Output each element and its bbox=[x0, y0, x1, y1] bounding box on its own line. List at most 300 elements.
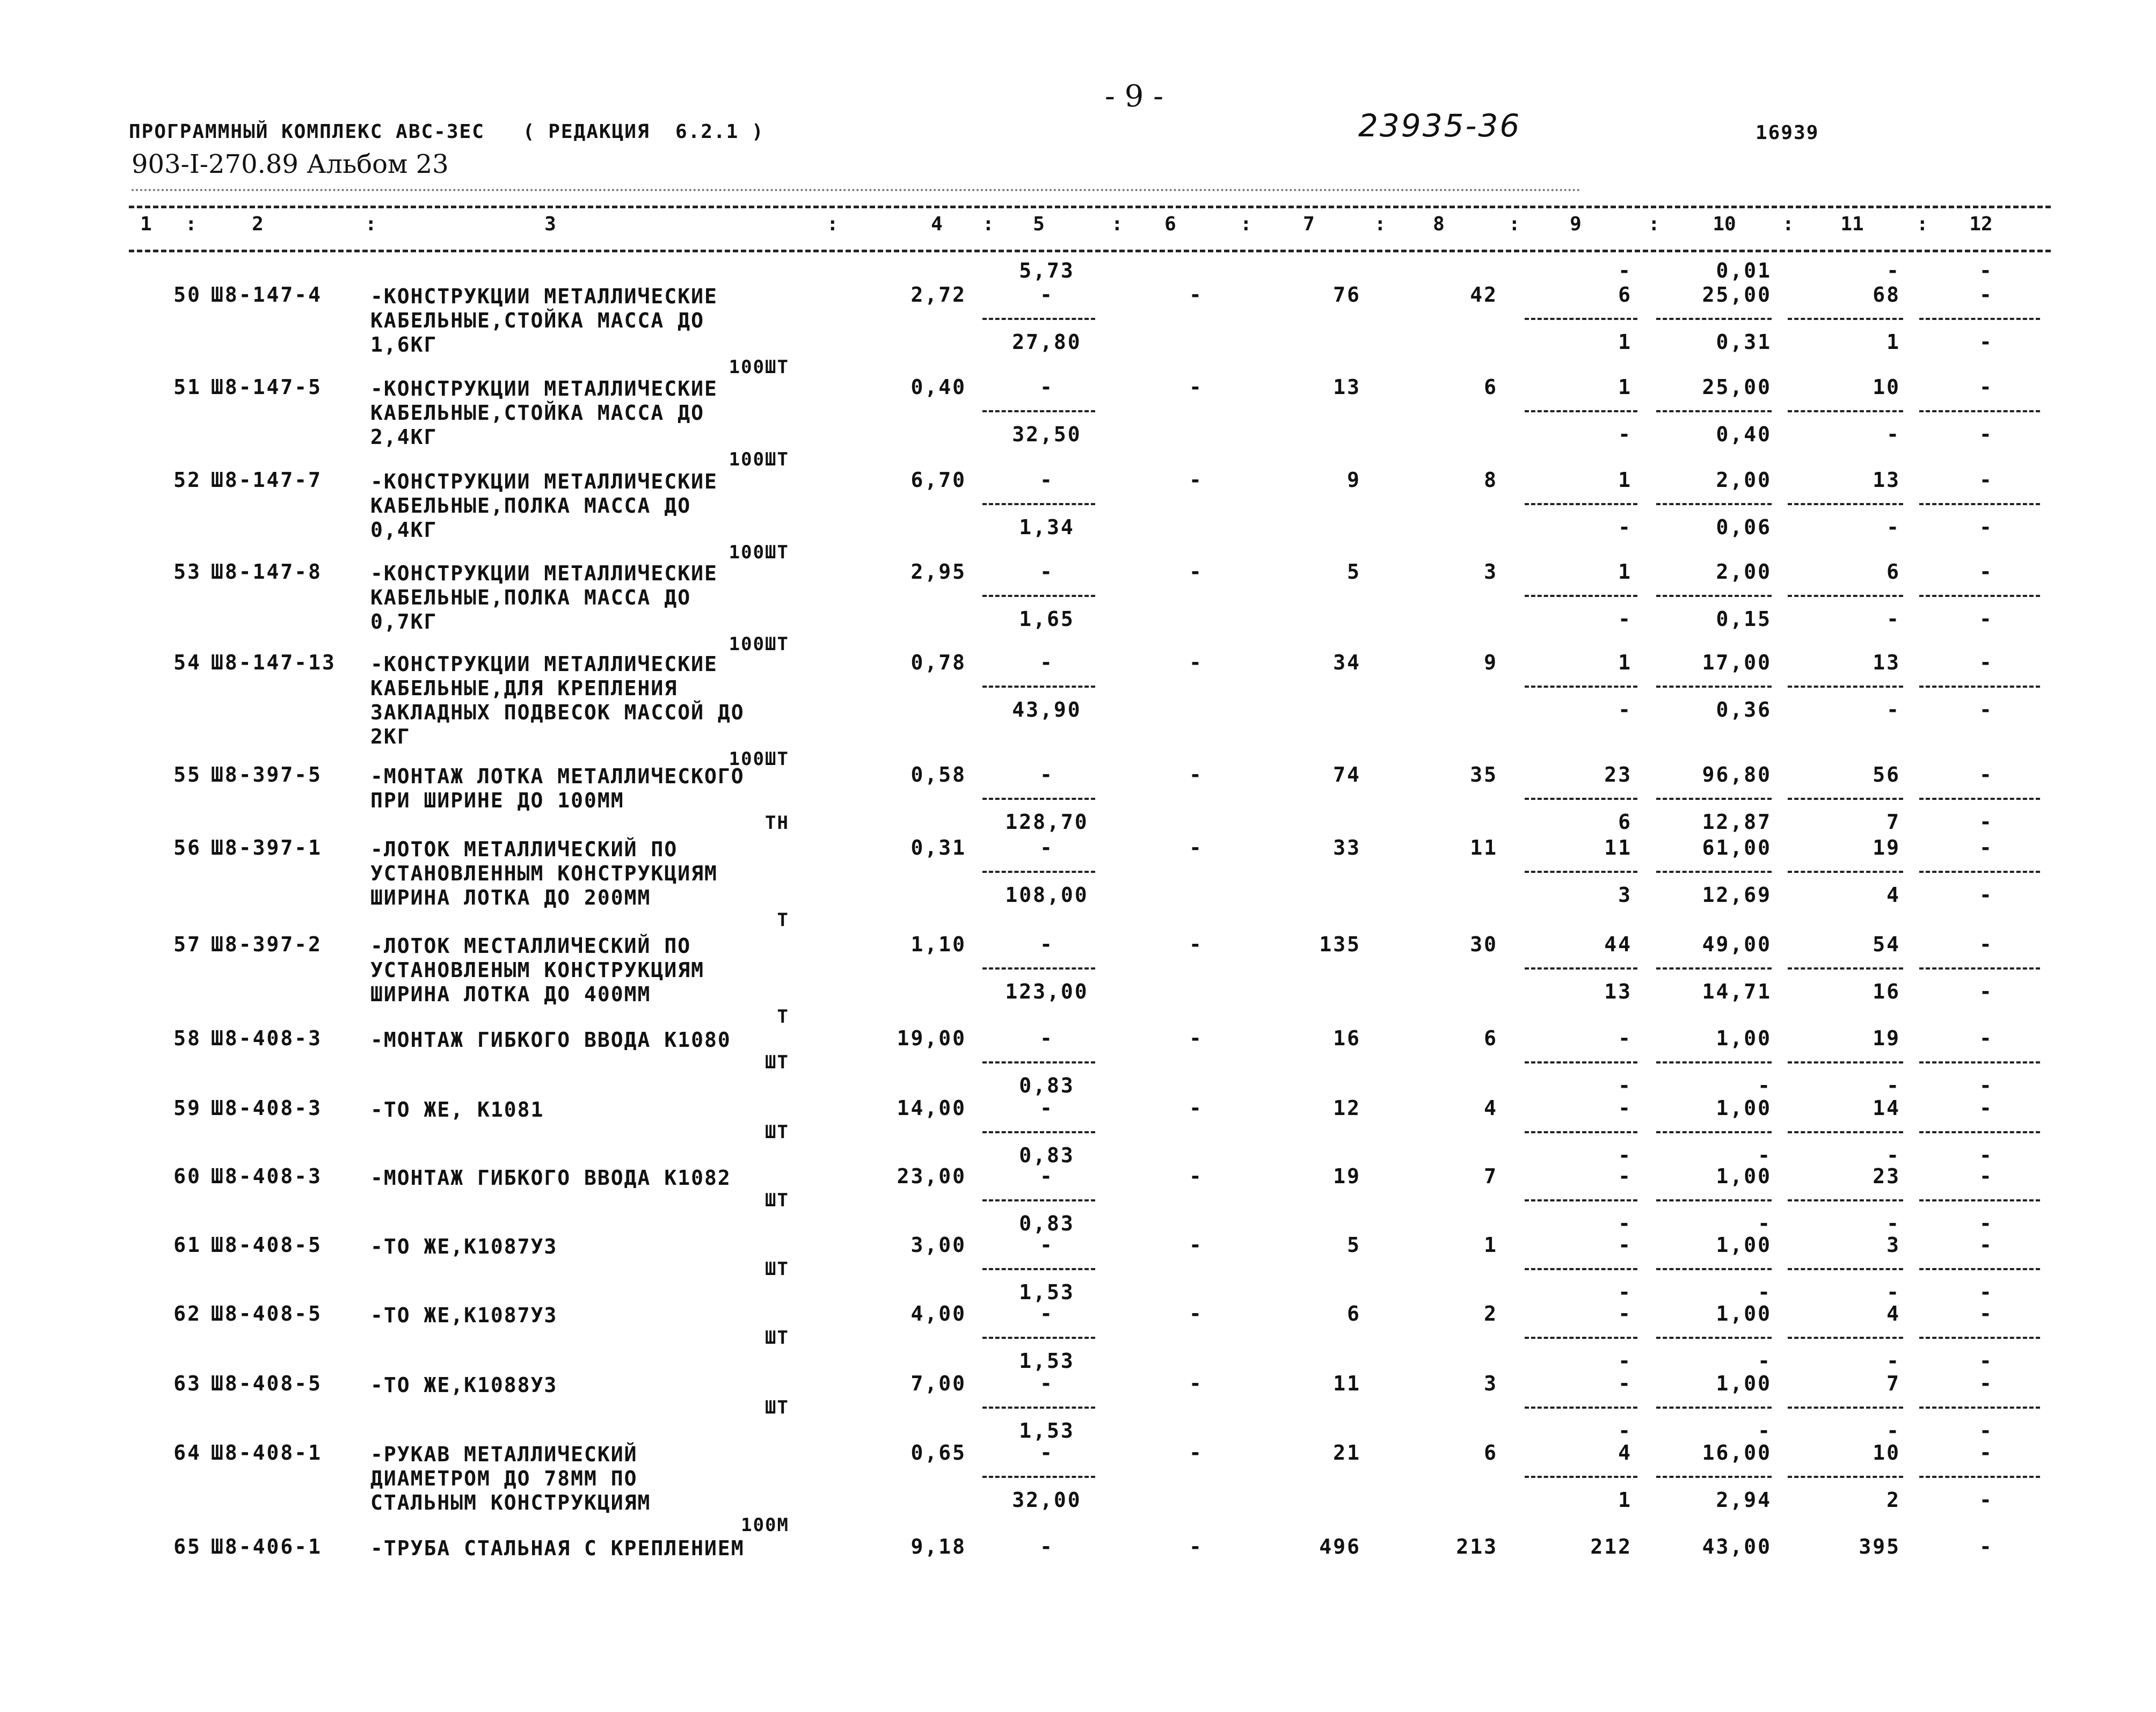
fraction-rule bbox=[1525, 503, 1637, 505]
col7-value: 5 bbox=[1347, 1233, 1361, 1257]
description-line: -ТО ЖЕ,К1087У3 bbox=[370, 1235, 558, 1258]
quantity: 6,70 bbox=[911, 468, 966, 492]
col12-bottom: - bbox=[1979, 1419, 1993, 1443]
col9-bottom: - bbox=[1618, 1143, 1632, 1167]
fraction-rule bbox=[1656, 1407, 1772, 1409]
fraction-rule bbox=[1525, 410, 1637, 412]
quantity: 0,40 bbox=[911, 375, 966, 399]
col8-value: 11 bbox=[1470, 836, 1498, 859]
rate-code: Ш8-408-5 bbox=[211, 1372, 323, 1395]
quantity: 3,00 bbox=[911, 1233, 966, 1257]
col8-value: 1 bbox=[1484, 1233, 1498, 1257]
unit-of-measure: 100ШТ bbox=[729, 633, 789, 655]
col12-bottom: - bbox=[1979, 1349, 1993, 1373]
col9-value: - bbox=[1618, 1096, 1632, 1120]
description-line: УСТАНОВЛЕННЫМ КОНСТРУКЦИЯМ bbox=[370, 862, 718, 885]
col5-value: - bbox=[1040, 836, 1054, 859]
column-header-1: 1 bbox=[140, 213, 152, 235]
col5-value: - bbox=[1040, 468, 1054, 492]
row-number: 52 bbox=[173, 468, 201, 492]
row-number: 60 bbox=[173, 1164, 201, 1188]
quantity: 7,00 bbox=[911, 1372, 966, 1395]
col7-value: 33 bbox=[1333, 836, 1361, 859]
col12-bottom: - bbox=[1979, 607, 1993, 631]
col12-value: - bbox=[1979, 283, 1993, 307]
col10-value: 25,00 bbox=[1702, 283, 1772, 307]
rate-code: Ш8-397-1 bbox=[211, 836, 323, 859]
fraction-rule bbox=[982, 1407, 1095, 1409]
col9-bottom: - bbox=[1618, 1280, 1632, 1304]
col5-value: - bbox=[1040, 1026, 1054, 1050]
col12-bottom: - bbox=[1979, 810, 1993, 834]
col12-bottom: - bbox=[1979, 883, 1993, 907]
fraction-rule bbox=[982, 1337, 1095, 1339]
fraction-rule bbox=[1525, 798, 1637, 800]
col12-value: - bbox=[1979, 1302, 1993, 1325]
col7-value: 6 bbox=[1347, 1302, 1361, 1325]
col10-bottom: 12,87 bbox=[1702, 810, 1772, 834]
fraction-rule bbox=[1788, 686, 1903, 688]
fraction-rule bbox=[1656, 1476, 1772, 1478]
fraction-rule bbox=[1919, 1337, 2040, 1339]
col10-bottom: 0,40 bbox=[1716, 422, 1772, 446]
col10-value: 17,00 bbox=[1702, 651, 1772, 674]
col9-value: 6 bbox=[1618, 283, 1632, 307]
col11-value: 14 bbox=[1873, 1096, 1900, 1120]
col6-value: - bbox=[1189, 763, 1203, 786]
col9-bottom: - bbox=[1618, 1419, 1632, 1443]
col5-bottom: 0,83 bbox=[1019, 1143, 1075, 1167]
col6-value: - bbox=[1189, 560, 1203, 584]
col10-bottom: - bbox=[1758, 1074, 1772, 1097]
col12-value: - bbox=[1979, 560, 1993, 584]
fraction-rule bbox=[1656, 1337, 1772, 1339]
col11-value: 54 bbox=[1873, 933, 1900, 956]
fraction-rule bbox=[1656, 798, 1772, 800]
col11-bottom: 16 bbox=[1873, 980, 1900, 1003]
fraction-rule bbox=[982, 410, 1095, 412]
fraction-rule bbox=[1919, 1199, 2040, 1201]
description-line: УСТАНОВЛЕНЫМ КОНСТРУКЦИЯМ bbox=[370, 958, 704, 982]
col7-value: 76 bbox=[1333, 283, 1361, 307]
fraction-rule bbox=[1919, 871, 2040, 873]
description-line: -ТО ЖЕ,К1087У3 bbox=[370, 1303, 558, 1327]
col12-value: - bbox=[1979, 1372, 1993, 1395]
fraction-rule bbox=[982, 1199, 1095, 1201]
row-number: 53 bbox=[173, 560, 201, 584]
fraction-rule bbox=[1656, 1061, 1772, 1063]
quantity: 23,00 bbox=[897, 1164, 966, 1188]
fraction-rule bbox=[1525, 1131, 1637, 1133]
col12-value: - bbox=[1979, 1535, 1993, 1558]
fraction-rule bbox=[1919, 686, 2040, 688]
description-line: ПРИ ШИРИНЕ ДО 100ММ bbox=[370, 789, 624, 812]
col10-bottom: - bbox=[1758, 1143, 1772, 1167]
col10-value: 2,00 bbox=[1716, 468, 1772, 492]
col10-bottom: - bbox=[1758, 1419, 1772, 1443]
col11-value: 68 bbox=[1873, 283, 1900, 307]
rate-code: Ш8-147-4 bbox=[211, 283, 323, 307]
col12-value: - bbox=[1979, 933, 1993, 956]
col7-value: 496 bbox=[1319, 1535, 1361, 1558]
description-line: -МОНТАЖ ЛОТКА МЕТАЛЛИЧЕСКОГО bbox=[370, 764, 745, 788]
col8-value: 30 bbox=[1470, 933, 1498, 956]
rate-code: Ш8-397-5 bbox=[211, 763, 323, 786]
col11-bottom: - bbox=[1886, 422, 1900, 446]
fraction-rule bbox=[1525, 318, 1637, 320]
col12-bottom: - bbox=[1979, 515, 1993, 539]
col5-bottom: 1,34 bbox=[1019, 515, 1075, 539]
rate-code: Ш8-147-7 bbox=[211, 468, 323, 492]
album-title: 903-I-270.89 Альбом 23 bbox=[132, 149, 449, 179]
quantity: 4,00 bbox=[911, 1302, 966, 1325]
col9-bottom: 1 bbox=[1618, 330, 1632, 354]
unit-of-measure: 100ШТ bbox=[729, 449, 789, 470]
header-rule-bottom bbox=[129, 250, 2051, 252]
fraction-rule bbox=[1788, 1199, 1903, 1201]
fraction-rule bbox=[982, 1131, 1095, 1133]
unit-of-measure: 100М bbox=[741, 1514, 789, 1536]
fraction-rule bbox=[1919, 1268, 2040, 1270]
row-number: 51 bbox=[173, 375, 201, 399]
quantity: 0,78 bbox=[911, 651, 966, 674]
col9-value: 1 bbox=[1618, 560, 1632, 584]
col5-top: 5,73 bbox=[1019, 259, 1075, 282]
description-line: ШИРИНА ЛОТКА ДО 400ММ bbox=[370, 982, 651, 1006]
description-line: КАБЕЛЬНЫЕ,СТОЙКА МАССА ДО bbox=[370, 309, 704, 332]
col10-value: 96,80 bbox=[1702, 763, 1772, 786]
quantity: 2,72 bbox=[911, 283, 966, 307]
col7-value: 11 bbox=[1333, 1372, 1361, 1395]
fraction-rule bbox=[1525, 1199, 1637, 1201]
row-number: 59 bbox=[173, 1096, 201, 1120]
col12-bottom: - bbox=[1979, 1212, 1993, 1235]
col5-bottom: 1,53 bbox=[1019, 1349, 1075, 1373]
col8-value: 2 bbox=[1484, 1302, 1498, 1325]
col10-bottom: 12,69 bbox=[1702, 883, 1772, 907]
fraction-rule bbox=[1656, 595, 1772, 597]
fraction-rule bbox=[1656, 503, 1772, 505]
rate-code: Ш8-408-3 bbox=[211, 1096, 323, 1120]
col11-value: 395 bbox=[1859, 1535, 1900, 1558]
description-line: КАБЕЛЬНЫЕ,ПОЛКА МАССА ДО bbox=[370, 494, 691, 518]
fraction-rule bbox=[1919, 410, 2040, 412]
col11-bottom: - bbox=[1886, 1074, 1900, 1097]
unit-of-measure: Т bbox=[777, 909, 789, 931]
col5-bottom: 1,53 bbox=[1019, 1280, 1075, 1304]
unit-of-measure: ШТ bbox=[765, 1397, 789, 1418]
col9-value: 1 bbox=[1618, 651, 1632, 674]
col9-pre: - bbox=[1618, 259, 1632, 282]
col5-value: - bbox=[1040, 1441, 1054, 1465]
col9-value: - bbox=[1618, 1026, 1632, 1050]
col7-value: 34 bbox=[1333, 651, 1361, 674]
col7-value: 135 bbox=[1319, 933, 1361, 956]
col9-bottom: - bbox=[1618, 1349, 1632, 1373]
col9-bottom: - bbox=[1618, 515, 1632, 539]
col7-value: 5 bbox=[1347, 560, 1361, 584]
column-separator: : bbox=[1374, 213, 1386, 235]
col12-value: - bbox=[1979, 1026, 1993, 1050]
description-line: -РУКАВ МЕТАЛЛИЧЕСКИЙ bbox=[370, 1443, 638, 1466]
col12-bottom: - bbox=[1979, 980, 1993, 1003]
col8-value: 42 bbox=[1470, 283, 1498, 307]
fraction-rule bbox=[1919, 318, 2040, 320]
col5-value: - bbox=[1040, 560, 1054, 584]
col9-value: - bbox=[1618, 1233, 1632, 1257]
fraction-rule bbox=[1788, 318, 1903, 320]
quantity: 2,95 bbox=[911, 560, 966, 584]
col10-bottom: 0,06 bbox=[1716, 515, 1772, 539]
col9-bottom: - bbox=[1618, 1212, 1632, 1235]
unit-of-measure: ШТ bbox=[765, 1052, 789, 1073]
col12-value: - bbox=[1979, 836, 1993, 859]
fraction-rule bbox=[1656, 686, 1772, 688]
col8-value: 8 bbox=[1484, 468, 1498, 492]
col12-bottom: - bbox=[1979, 422, 1993, 446]
col11-value: 10 bbox=[1873, 375, 1900, 399]
col12-value: - bbox=[1979, 468, 1993, 492]
column-separator: : bbox=[1648, 213, 1660, 235]
col8-value: 3 bbox=[1484, 1372, 1498, 1395]
sheet-number: 16939 bbox=[1756, 122, 1819, 144]
col6-value: - bbox=[1189, 1164, 1203, 1188]
col8-value: 4 bbox=[1484, 1096, 1498, 1120]
rate-code: Ш8-147-5 bbox=[211, 375, 323, 399]
col9-value: 212 bbox=[1590, 1535, 1632, 1558]
col9-value: - bbox=[1618, 1302, 1632, 1325]
col5-value: - bbox=[1040, 1164, 1054, 1188]
fraction-rule bbox=[1656, 967, 1772, 970]
fraction-rule bbox=[982, 871, 1095, 873]
col9-value: - bbox=[1618, 1164, 1632, 1188]
fraction-rule bbox=[982, 1268, 1095, 1270]
col10-value: 1,00 bbox=[1716, 1164, 1772, 1188]
col9-bottom: 1 bbox=[1618, 1488, 1632, 1512]
fraction-rule bbox=[1525, 1337, 1637, 1339]
col9-bottom: - bbox=[1618, 698, 1632, 722]
col5-value: - bbox=[1040, 651, 1054, 674]
col5-bottom: 32,50 bbox=[1012, 422, 1082, 446]
fraction-rule bbox=[1788, 1268, 1903, 1270]
col6-value: - bbox=[1189, 836, 1203, 859]
description-line: -КОНСТРУКЦИИ МЕТАЛЛИЧЕСКИЕ bbox=[370, 652, 718, 676]
fraction-rule bbox=[1525, 871, 1637, 873]
col5-bottom: 27,80 bbox=[1012, 330, 1082, 354]
col9-value: 4 bbox=[1618, 1441, 1632, 1465]
fraction-rule bbox=[982, 967, 1095, 970]
col11-bottom: 7 bbox=[1886, 810, 1900, 834]
col10-value: 2,00 bbox=[1716, 560, 1772, 584]
quantity: 1,10 bbox=[911, 933, 966, 956]
col8-value: 6 bbox=[1484, 1441, 1498, 1465]
unit-of-measure: ШТ bbox=[765, 1327, 789, 1349]
col6-value: - bbox=[1189, 1441, 1203, 1465]
column-separator: : bbox=[1509, 213, 1520, 235]
fraction-rule bbox=[1525, 1061, 1637, 1063]
unit-of-measure: Т bbox=[777, 1006, 789, 1028]
col6-value: - bbox=[1189, 468, 1203, 492]
fraction-rule bbox=[1525, 1476, 1637, 1478]
description-line: -ТРУБА СТАЛЬНАЯ С КРЕПЛЕНИЕМ bbox=[370, 1536, 745, 1560]
col10-value: 61,00 bbox=[1702, 836, 1772, 859]
col11-bottom: 2 bbox=[1886, 1488, 1900, 1512]
col10-value: 16,00 bbox=[1702, 1441, 1772, 1465]
description-line: -КОНСТРУКЦИИ МЕТАЛЛИЧЕСКИЕ bbox=[370, 470, 718, 493]
col6-value: - bbox=[1189, 1026, 1203, 1050]
fraction-rule bbox=[1656, 410, 1772, 412]
fraction-rule bbox=[1788, 1407, 1903, 1409]
col5-value: - bbox=[1040, 933, 1054, 956]
fraction-rule bbox=[1656, 871, 1772, 873]
col9-bottom: - bbox=[1618, 607, 1632, 631]
row-number: 57 bbox=[173, 933, 201, 956]
col10-value: 1,00 bbox=[1716, 1026, 1772, 1050]
fraction-rule bbox=[1788, 503, 1903, 505]
col11-bottom: - bbox=[1886, 607, 1900, 631]
col12-bottom: - bbox=[1979, 1280, 1993, 1304]
description-line: -ЛОТОК МЕСТАЛЛИЧЕСКИЙ ПО bbox=[370, 934, 691, 958]
col11-bottom: - bbox=[1886, 1419, 1900, 1443]
column-header-5: 5 bbox=[1033, 213, 1045, 235]
fraction-rule bbox=[982, 318, 1095, 320]
col8-value: 6 bbox=[1484, 1026, 1498, 1050]
col11-value: 19 bbox=[1873, 836, 1900, 859]
fraction-rule bbox=[1525, 595, 1637, 597]
column-header-6: 6 bbox=[1164, 213, 1176, 235]
col6-value: - bbox=[1189, 651, 1203, 674]
fraction-rule bbox=[1788, 410, 1903, 412]
quantity: 14,00 bbox=[897, 1096, 966, 1120]
rate-code: Ш8-408-1 bbox=[211, 1441, 323, 1465]
column-separator: : bbox=[1782, 213, 1794, 235]
column-header-3: 3 bbox=[544, 213, 556, 235]
column-header-8: 8 bbox=[1433, 213, 1445, 235]
description-line: 2КГ bbox=[370, 725, 411, 748]
unit-of-measure: ШТ bbox=[765, 1190, 789, 1211]
col12-value: - bbox=[1979, 651, 1993, 674]
col6-value: - bbox=[1189, 1302, 1203, 1325]
col12-bottom: - bbox=[1979, 698, 1993, 722]
col11-pre: - bbox=[1886, 259, 1900, 282]
program-title: ПРОГРАММНЫЙ КОМПЛЕКС АВС-3ЕС ( РЕДАКЦИЯ 6.2.1 ) bbox=[129, 121, 764, 143]
page-number: - 9 - bbox=[1105, 79, 1164, 114]
row-number: 58 bbox=[173, 1026, 201, 1050]
col11-bottom: - bbox=[1886, 1212, 1900, 1235]
fraction-rule bbox=[1788, 1337, 1903, 1339]
description-line: 2,4КГ bbox=[370, 425, 438, 449]
fraction-rule bbox=[1788, 1476, 1903, 1478]
col11-value: 7 bbox=[1886, 1372, 1900, 1395]
unit-of-measure: 100ШТ bbox=[729, 748, 789, 770]
column-separator: : bbox=[365, 213, 377, 235]
col11-value: 4 bbox=[1886, 1302, 1900, 1325]
fraction-rule bbox=[1919, 1476, 2040, 1478]
col11-bottom: - bbox=[1886, 698, 1900, 722]
col10-bottom: 2,94 bbox=[1716, 1488, 1772, 1512]
column-separator: : bbox=[982, 213, 994, 235]
column-separator: : bbox=[1111, 213, 1123, 235]
description-line: -ТО ЖЕ, К1081 bbox=[370, 1098, 544, 1121]
col11-value: 10 bbox=[1873, 1441, 1900, 1465]
fraction-rule bbox=[1656, 1199, 1772, 1201]
col12-value: - bbox=[1979, 763, 1993, 786]
col10-bottom: 0,36 bbox=[1716, 698, 1772, 722]
column-header-7: 7 bbox=[1303, 213, 1315, 235]
col12-bottom: - bbox=[1979, 1488, 1993, 1512]
fraction-rule bbox=[1919, 595, 2040, 597]
col6-value: - bbox=[1189, 375, 1203, 399]
col10-value: 1,00 bbox=[1716, 1233, 1772, 1257]
col10-value: 49,00 bbox=[1702, 933, 1772, 956]
column-separator: : bbox=[1917, 213, 1928, 235]
col10-value: 25,00 bbox=[1702, 375, 1772, 399]
col9-value: 44 bbox=[1604, 933, 1632, 956]
col6-value: - bbox=[1189, 1096, 1203, 1120]
col11-value: 23 bbox=[1873, 1164, 1900, 1188]
quantity: 19,00 bbox=[897, 1026, 966, 1050]
column-separator: : bbox=[827, 213, 839, 235]
column-header-2: 2 bbox=[252, 213, 264, 235]
fraction-rule bbox=[1525, 686, 1637, 688]
fraction-rule bbox=[1919, 1407, 2040, 1409]
fraction-rule bbox=[1788, 967, 1903, 970]
fraction-rule bbox=[1788, 595, 1903, 597]
description-line: -КОНСТРУКЦИИ МЕТАЛЛИЧЕСКИЕ bbox=[370, 562, 718, 585]
quantity: 9,18 bbox=[911, 1535, 966, 1558]
quantity: 0,58 bbox=[911, 763, 966, 786]
col6-value: - bbox=[1189, 1535, 1203, 1558]
col10-bottom: 0,15 bbox=[1716, 607, 1772, 631]
col11-value: 6 bbox=[1886, 560, 1900, 584]
description-line: КАБЕЛЬНЫЕ,ПОЛКА МАССА ДО bbox=[370, 586, 691, 609]
col9-bottom: 3 bbox=[1618, 883, 1632, 907]
fraction-rule bbox=[1788, 1131, 1903, 1133]
fraction-rule bbox=[982, 686, 1095, 688]
col9-value: 1 bbox=[1618, 468, 1632, 492]
fraction-rule bbox=[1919, 967, 2040, 970]
col9-value: 11 bbox=[1604, 836, 1632, 859]
col5-bottom: 128,70 bbox=[1005, 810, 1089, 834]
col10-pre: 0,01 bbox=[1716, 259, 1772, 282]
description-line: КАБЕЛЬНЫЕ,СТОЙКА МАССА ДО bbox=[370, 401, 704, 425]
description-line: ШИРИНА ЛОТКА ДО 200ММ bbox=[370, 886, 651, 909]
description-line: ЗАКЛАДНЫХ ПОДВЕСОК МАССОЙ ДО bbox=[370, 701, 745, 724]
col6-value: - bbox=[1189, 1233, 1203, 1257]
description-line: 0,7КГ bbox=[370, 610, 438, 633]
row-number: 55 bbox=[173, 763, 201, 786]
description-line: 1,6КГ bbox=[370, 333, 438, 356]
col11-value: 13 bbox=[1873, 468, 1900, 492]
quantity: 0,31 bbox=[911, 836, 966, 859]
col5-value: - bbox=[1040, 763, 1054, 786]
col9-value: - bbox=[1618, 1372, 1632, 1395]
column-header-9: 9 bbox=[1570, 213, 1582, 235]
col5-value: - bbox=[1040, 1535, 1054, 1558]
column-separator: : bbox=[185, 213, 197, 235]
col11-bottom: - bbox=[1886, 1349, 1900, 1373]
col10-value: 1,00 bbox=[1716, 1372, 1772, 1395]
rate-code: Ш8-408-3 bbox=[211, 1164, 323, 1188]
col8-value: 9 bbox=[1484, 651, 1498, 674]
rate-code: Ш8-408-3 bbox=[211, 1026, 323, 1050]
description-line: 0,4КГ bbox=[370, 518, 438, 542]
unit-of-measure: 100ШТ bbox=[729, 542, 789, 563]
rate-code: Ш8-408-5 bbox=[211, 1302, 323, 1325]
col7-value: 12 bbox=[1333, 1096, 1361, 1120]
col9-value: 23 bbox=[1604, 763, 1632, 786]
description-line: -КОНСТРУКЦИИ МЕТАЛЛИЧЕСКИЕ bbox=[370, 377, 718, 400]
